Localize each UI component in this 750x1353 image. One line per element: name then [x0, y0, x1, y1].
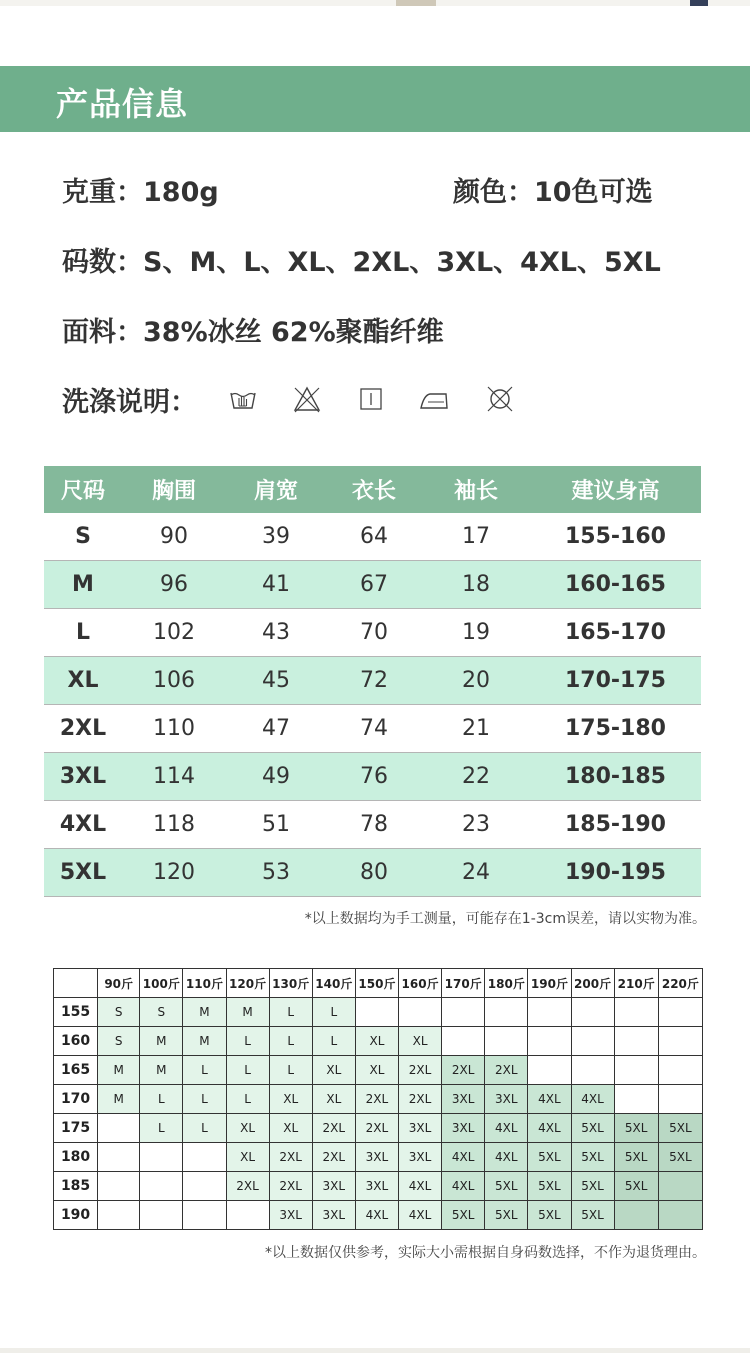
recommended-size-cell — [98, 1172, 140, 1201]
hand-wash-icon — [228, 384, 258, 414]
size-table-header-row — [44, 466, 701, 513]
recommended-size-cell — [98, 1143, 140, 1172]
size-cell: 4XL — [44, 801, 122, 849]
recommended-size-cell: L — [183, 1085, 226, 1114]
weight-header-cell: 170斤 — [442, 969, 485, 998]
recommended-size-cell — [614, 1201, 658, 1230]
size-table-row — [44, 657, 701, 705]
height-cell: 185-190 — [530, 801, 701, 849]
recommended-size-cell: XL — [312, 1056, 355, 1085]
height-header-cell: 155 — [54, 998, 98, 1027]
size-cell: 3XL — [44, 753, 122, 801]
measurement-cell: 114 — [122, 753, 226, 801]
measurement-cell: 106 — [122, 657, 226, 705]
recommended-size-cell: XL — [312, 1085, 355, 1114]
recommended-size-cell: XL — [355, 1027, 398, 1056]
recommendation-row — [54, 1085, 703, 1114]
recommended-size-cell: 5XL — [614, 1143, 658, 1172]
section-header — [0, 66, 750, 132]
size-column-header: 尺码 — [44, 466, 122, 513]
recommended-size-cell — [614, 1027, 658, 1056]
recommended-size-cell — [183, 1201, 226, 1230]
recommended-size-cell: 4XL — [355, 1201, 398, 1230]
measurement-cell: 72 — [326, 657, 422, 705]
recommended-size-cell: 2XL — [226, 1172, 269, 1201]
recommended-size-cell — [98, 1114, 140, 1143]
recommended-size-cell: 5XL — [614, 1172, 658, 1201]
height-header-cell: 175 — [54, 1114, 98, 1143]
recommendation-row — [54, 1114, 703, 1143]
recommended-size-cell: 4XL — [485, 1143, 528, 1172]
measurement-cell: 17 — [422, 513, 530, 561]
recommended-size-cell — [528, 1056, 571, 1085]
recommended-size-cell — [658, 1172, 702, 1201]
recommended-size-cell — [98, 1201, 140, 1230]
recommended-size-cell — [140, 1172, 183, 1201]
size-table-row — [44, 753, 701, 801]
recommended-size-cell: 3XL — [269, 1201, 312, 1230]
weight-info: 克重：180g — [62, 177, 219, 208]
weight-header-cell: 120斤 — [226, 969, 269, 998]
recommended-size-cell: 2XL — [312, 1143, 355, 1172]
size-cell: 5XL — [44, 849, 122, 897]
recommended-size-cell: 5XL — [528, 1172, 571, 1201]
recommended-size-cell: XL — [399, 1027, 442, 1056]
height-cell: 170-175 — [530, 657, 701, 705]
measurement-cell: 110 — [122, 705, 226, 753]
recommended-size-cell: 2XL — [355, 1085, 398, 1114]
measurement-cell: 18 — [422, 561, 530, 609]
size-table-row — [44, 609, 701, 657]
height-header-cell: 170 — [54, 1085, 98, 1114]
measurement-cell: 39 — [226, 513, 326, 561]
recommended-size-cell — [614, 1085, 658, 1114]
weight-header-cell: 180斤 — [485, 969, 528, 998]
recommended-size-cell: M — [140, 1056, 183, 1085]
height-header-cell: 180 — [54, 1143, 98, 1172]
recommended-size-cell: 3XL — [312, 1172, 355, 1201]
recommended-size-cell — [614, 1056, 658, 1085]
recommended-size-cell: L — [226, 1085, 269, 1114]
recommended-size-cell: L — [183, 1056, 226, 1085]
recommended-size-cell: XL — [269, 1114, 312, 1143]
recommended-size-cell: 2XL — [399, 1056, 442, 1085]
recommended-size-cell — [399, 998, 442, 1027]
recommended-size-cell: L — [269, 1056, 312, 1085]
recommended-size-cell: 4XL — [442, 1143, 485, 1172]
size-table-row — [44, 513, 701, 561]
recommended-size-cell — [485, 998, 528, 1027]
size-table-row — [44, 561, 701, 609]
recommended-size-cell: 4XL — [528, 1114, 571, 1143]
recommended-size-cell: M — [226, 998, 269, 1027]
height-header-cell: 190 — [54, 1201, 98, 1230]
recommended-size-cell: 2XL — [269, 1172, 312, 1201]
section-title: 产品信息 — [56, 85, 189, 123]
recommended-size-cell — [571, 998, 614, 1027]
recommended-size-cell — [614, 998, 658, 1027]
fabric-info: 面料：38%冰丝 62%聚酯纤维 — [62, 317, 444, 348]
recommended-size-cell: 4XL — [399, 1172, 442, 1201]
recommended-size-cell: XL — [226, 1114, 269, 1143]
size-table-row — [44, 801, 701, 849]
recommended-size-cell: M — [183, 1027, 226, 1056]
recommended-size-cell — [658, 1085, 702, 1114]
recommended-size-cell: L — [269, 998, 312, 1027]
sizes-info: 码数：S、M、L、XL、2XL、3XL、4XL、5XL — [62, 247, 661, 278]
measurement-cell: 64 — [326, 513, 422, 561]
measurement-cell: 80 — [326, 849, 422, 897]
recommended-size-cell: L — [226, 1056, 269, 1085]
recommended-size-cell — [226, 1201, 269, 1230]
sleeve-column-header: 袖长 — [422, 466, 530, 513]
weight-header-cell: 190斤 — [528, 969, 571, 998]
recommended-size-cell: 5XL — [571, 1114, 614, 1143]
height-cell: 165-170 — [530, 609, 701, 657]
recommended-size-cell: 2XL — [269, 1143, 312, 1172]
weight-header-cell: 200斤 — [571, 969, 614, 998]
recommended-size-cell: 4XL — [485, 1114, 528, 1143]
recommended-size-cell: 4XL — [571, 1085, 614, 1114]
measurement-cell: 118 — [122, 801, 226, 849]
recommended-size-cell — [355, 998, 398, 1027]
recommended-size-cell: 5XL — [571, 1201, 614, 1230]
measurement-cell: 49 — [226, 753, 326, 801]
measurement-cell: 21 — [422, 705, 530, 753]
size-table-row — [44, 849, 701, 897]
measurement-cell: 70 — [326, 609, 422, 657]
recommended-size-cell: M — [183, 998, 226, 1027]
height-cell: 160-165 — [530, 561, 701, 609]
iron-low-icon — [419, 384, 449, 414]
recommended-size-cell: XL — [226, 1143, 269, 1172]
corner-cell — [54, 969, 98, 998]
recommended-size-cell: 4XL — [442, 1172, 485, 1201]
measurement-cell: 96 — [122, 561, 226, 609]
recommended-size-cell: 5XL — [485, 1201, 528, 1230]
recommended-size-cell: L — [140, 1085, 183, 1114]
recommended-size-cell: 4XL — [399, 1201, 442, 1230]
measurement-cell: 76 — [326, 753, 422, 801]
recommended-size-cell: L — [269, 1027, 312, 1056]
recommended-size-cell: 3XL — [355, 1143, 398, 1172]
recommended-size-cell: S — [98, 1027, 140, 1056]
size-chart-table — [44, 466, 701, 897]
color-info: 颜色：10色可选 — [453, 177, 653, 208]
recommended-size-cell — [571, 1056, 614, 1085]
recommendation-row — [54, 1201, 703, 1230]
recommended-size-cell: 3XL — [485, 1085, 528, 1114]
recommended-size-cell: M — [98, 1085, 140, 1114]
recommended-size-cell — [442, 1027, 485, 1056]
recommended-size-cell: 5XL — [658, 1114, 702, 1143]
recommended-size-cell: 2XL — [442, 1056, 485, 1085]
measurement-cell: 51 — [226, 801, 326, 849]
recommended-size-cell: 5XL — [658, 1143, 702, 1172]
recommendation-header-row — [54, 969, 703, 998]
recommended-size-cell: L — [226, 1027, 269, 1056]
recommended-size-cell: L — [140, 1114, 183, 1143]
measurement-cell: 20 — [422, 657, 530, 705]
measurement-cell: 19 — [422, 609, 530, 657]
measurement-cell: 90 — [122, 513, 226, 561]
weight-header-cell: 150斤 — [355, 969, 398, 998]
recommended-size-cell: 3XL — [442, 1085, 485, 1114]
measurement-cell: 53 — [226, 849, 326, 897]
weight-header-cell: 110斤 — [183, 969, 226, 998]
tumble-dry-icon — [356, 384, 386, 414]
wash-label: 洗涤说明： — [62, 387, 197, 418]
weight-header-cell: 100斤 — [140, 969, 183, 998]
recommended-size-cell: 2XL — [485, 1056, 528, 1085]
size-cell: 2XL — [44, 705, 122, 753]
recommended-size-cell — [571, 1027, 614, 1056]
measurement-cell: 47 — [226, 705, 326, 753]
shoulder-column-header: 肩宽 — [226, 466, 326, 513]
weight-header-cell: 90斤 — [98, 969, 140, 998]
weight-header-cell: 140斤 — [312, 969, 355, 998]
recommendation-table-body — [54, 969, 703, 1230]
recommendation-row — [54, 1143, 703, 1172]
length-column-header: 衣长 — [326, 466, 422, 513]
measurement-cell: 24 — [422, 849, 530, 897]
size-cell: S — [44, 513, 122, 561]
recommended-size-cell: M — [98, 1056, 140, 1085]
recommended-size-cell: L — [312, 1027, 355, 1056]
recommended-size-cell: XL — [355, 1056, 398, 1085]
size-cell: L — [44, 609, 122, 657]
recommended-size-cell: S — [140, 998, 183, 1027]
measurement-cell: 74 — [326, 705, 422, 753]
size-cell: XL — [44, 657, 122, 705]
measurement-cell: 67 — [326, 561, 422, 609]
recommendation-row — [54, 998, 703, 1027]
recommended-size-cell — [658, 1056, 702, 1085]
recommended-size-cell — [658, 1027, 702, 1056]
recommended-size-cell: 3XL — [355, 1172, 398, 1201]
chest-column-header: 胸围 — [122, 466, 226, 513]
recommended-size-cell: L — [312, 998, 355, 1027]
measurement-cell: 102 — [122, 609, 226, 657]
recommended-size-cell: 5XL — [614, 1114, 658, 1143]
recommended-size-cell: 5XL — [571, 1172, 614, 1201]
recommended-size-cell — [442, 998, 485, 1027]
height-cell: 155-160 — [530, 513, 701, 561]
size-cell: M — [44, 561, 122, 609]
measurement-cell: 43 — [226, 609, 326, 657]
measurement-cell: 23 — [422, 801, 530, 849]
recommended-size-cell: 4XL — [528, 1085, 571, 1114]
measurement-cell: 120 — [122, 849, 226, 897]
measurement-cell: 41 — [226, 561, 326, 609]
recommended-size-cell: 5XL — [442, 1201, 485, 1230]
size-table-row — [44, 705, 701, 753]
recommended-size-cell: L — [183, 1114, 226, 1143]
weight-header-cell: 220斤 — [658, 969, 702, 998]
recommended-size-cell: 5XL — [485, 1172, 528, 1201]
measurement-cell: 22 — [422, 753, 530, 801]
height-cell: 190-195 — [530, 849, 701, 897]
height-cell: 180-185 — [530, 753, 701, 801]
recommended-size-cell: 2XL — [399, 1085, 442, 1114]
height-header-cell: 185 — [54, 1172, 98, 1201]
height-header-cell: 165 — [54, 1056, 98, 1085]
recommended-size-cell: S — [98, 998, 140, 1027]
bottom-image-strip — [0, 1348, 750, 1353]
recommended-size-cell — [183, 1172, 226, 1201]
recommended-size-cell: 3XL — [442, 1114, 485, 1143]
top-image-strip — [0, 0, 750, 6]
recommended-size-cell: XL — [269, 1085, 312, 1114]
weight-header-cell: 210斤 — [614, 969, 658, 998]
recommended-size-cell — [485, 1027, 528, 1056]
recommended-size-cell — [528, 998, 571, 1027]
weight-header-cell: 160斤 — [399, 969, 442, 998]
recommended-size-cell — [658, 998, 702, 1027]
measurement-cell: 78 — [326, 801, 422, 849]
recommendation-row — [54, 1172, 703, 1201]
recommended-size-cell: 5XL — [571, 1143, 614, 1172]
recommended-size-cell — [528, 1027, 571, 1056]
do-not-bleach-icon — [292, 384, 322, 414]
size-recommendation-table — [53, 968, 703, 1230]
measurement-cell: 45 — [226, 657, 326, 705]
recommended-size-cell — [658, 1201, 702, 1230]
recommended-size-cell: 2XL — [355, 1114, 398, 1143]
recommendation-row — [54, 1027, 703, 1056]
do-not-dry-clean-icon — [485, 384, 515, 414]
recommended-size-cell — [140, 1201, 183, 1230]
recommended-size-cell: 3XL — [399, 1143, 442, 1172]
recommended-size-cell: M — [140, 1027, 183, 1056]
weight-header-cell: 130斤 — [269, 969, 312, 998]
reference-note: *以上数据仅供参考，实际大小需根据自身码数选择，不作为退货理由。 — [265, 1245, 706, 1261]
size-table-body — [44, 513, 701, 897]
height-header-cell: 160 — [54, 1027, 98, 1056]
recommended-size-cell: 3XL — [399, 1114, 442, 1143]
recommended-size-cell: 5XL — [528, 1143, 571, 1172]
recommended-size-cell: 3XL — [312, 1201, 355, 1230]
recommended-size-cell: 5XL — [528, 1201, 571, 1230]
height-column-header: 建议身高 — [530, 466, 701, 513]
measurement-note: *以上数据均为手工测量，可能存在1-3cm误差，请以实物为准。 — [304, 911, 706, 927]
height-cell: 175-180 — [530, 705, 701, 753]
recommended-size-cell — [183, 1143, 226, 1172]
recommendation-row — [54, 1056, 703, 1085]
recommended-size-cell: 2XL — [312, 1114, 355, 1143]
recommended-size-cell — [140, 1143, 183, 1172]
